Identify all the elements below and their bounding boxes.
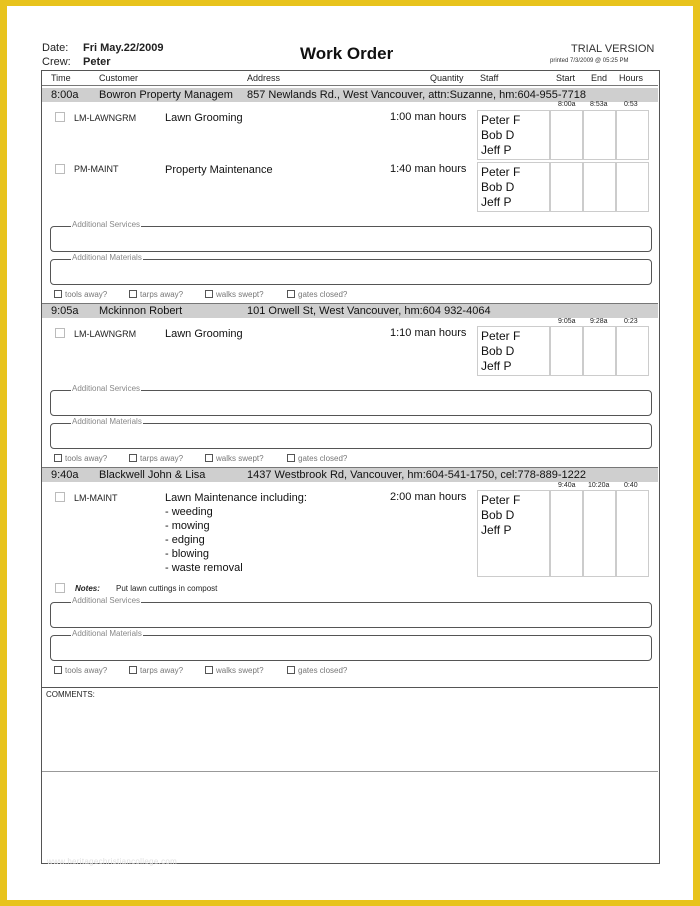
col-customer: Customer [99,73,139,83]
notes-checkbox[interactable] [55,583,65,593]
checkbox-icon [287,454,295,462]
checkbox-icon [205,290,213,298]
col-hours: Hours [619,73,644,83]
staff-box [477,162,550,212]
walks-swept-check[interactable]: walks swept? [205,666,264,675]
service-description-block [165,491,307,575]
notes-text: Put lawn cuttings in compost [116,584,218,593]
work-order-page [7,6,693,900]
col-end: End [591,73,608,83]
staff-box [477,110,550,160]
gates-closed-check[interactable]: gates closed? [287,454,347,463]
service-quantity: 2:00 man hours [390,491,467,503]
end-time: 10:20a [588,482,610,489]
service-description: Lawn Grooming [165,328,243,340]
col-quantity: Quantity [430,73,464,83]
staff-member: Peter F [481,165,521,179]
staff-member: Jeff P [481,143,512,157]
hours-box [616,326,649,376]
watermark: www.heritagechristiancollege.com [47,857,178,866]
service-checkbox[interactable] [55,112,65,122]
additional-services-label: Additional Services [72,596,141,605]
job-time: 9:40a [51,469,79,481]
page-title: Work Order [300,44,394,63]
checkbox-icon [205,454,213,462]
divider [42,771,658,772]
start-time: 9:05a [558,318,576,325]
staff-box [477,490,550,577]
walks-swept-check[interactable]: walks swept? [205,454,264,463]
walks-swept-check[interactable]: walks swept? [205,290,264,299]
gates-closed-check[interactable]: gates closed? [287,666,347,675]
service-sub-item: - weeding [165,506,213,518]
tools-away-check[interactable]: tools away? [54,666,107,675]
staff-member: Bob D [481,180,515,194]
staff-member: Bob D [481,128,515,142]
gates-closed-check[interactable]: gates closed? [287,290,347,299]
job-address: 1437 Westbrook Rd, Vancouver, hm:604-541-1750, cel:778-889-1222 [247,469,586,481]
tarps-away-check[interactable]: tarps away? [129,666,183,675]
end-box [583,490,616,577]
service-sub-item: - blowing [165,548,210,560]
tarps-away-check[interactable]: tarps away? [129,454,183,463]
service-description: Lawn Maintenance including: [165,492,307,504]
job-customer: Blackwell John & Lisa [99,469,206,481]
staff-member: Bob D [481,508,515,522]
checkbox-icon [54,454,62,462]
col-time: Time [51,73,71,83]
crew-label: Crew: [42,56,71,68]
job-bar [42,468,658,482]
service-code: LM-LAWNGRM [74,113,137,123]
checkbox-icon [129,290,137,298]
checkbox-icon [287,290,295,298]
staff-member: Jeff P [481,359,512,373]
start-box [550,162,583,212]
service-sub-item: - mowing [165,520,210,532]
end-box [583,110,616,160]
service-code: PM-MAINT [74,164,119,174]
date-label: Date: [42,42,69,54]
staff-member: Jeff P [481,523,512,537]
hours-value: 0:53 [624,101,638,108]
checkbox-icon [54,290,62,298]
trial-version-label: TRIAL VERSION [571,43,655,55]
service-quantity: 1:40 man hours [390,163,467,175]
service-code: LM-MAINT [74,493,118,503]
job-time: 9:05a [51,305,79,317]
staff-member: Peter F [481,329,521,343]
end-box [583,162,616,212]
comments-label: COMMENTS: [46,690,95,699]
start-box [550,326,583,376]
staff-member: Peter F [481,113,521,127]
additional-services-box[interactable] [50,596,652,628]
service-sub-item: - edging [165,534,205,546]
hours-box [616,110,649,160]
checkbox-icon [129,454,137,462]
notes-label: Notes: [75,584,100,593]
hours-box [616,490,649,577]
checkbox-icon [205,666,213,674]
service-description: Lawn Grooming [165,112,243,124]
end-box [583,326,616,376]
tools-away-check[interactable]: tools away? [54,454,107,463]
hours-box [616,162,649,212]
printed-stamp: printed 7/3/2009 @ 05:25 PM [550,58,629,64]
additional-services-label: Additional Services [72,220,141,229]
tarps-away-check[interactable]: tarps away? [129,290,183,299]
staff-member: Bob D [481,344,515,358]
tools-away-check[interactable]: tools away? [54,290,107,299]
service-checkbox[interactable] [55,328,65,338]
job-bar [42,304,658,318]
column-header-row [42,71,658,86]
crew-value: Peter [83,56,111,68]
col-staff: Staff [480,73,499,83]
job-customer: Bowron Property Managem [99,89,233,101]
start-time: 9:40a [558,482,576,489]
col-start: Start [556,73,576,83]
staff-member: Peter F [481,493,521,507]
hours-value: 0:23 [624,318,638,325]
job-bar [42,88,658,102]
additional-services-box[interactable] [50,220,652,252]
additional-materials-box[interactable] [50,417,652,449]
start-box [550,490,583,577]
job-address: 101 Orwell St, West Vancouver, hm:604 932-4064 [247,305,491,317]
staff-box [477,326,550,376]
start-time: 8:00a [558,101,576,108]
job-customer: Mckinnon Robert [99,305,183,317]
additional-materials-box[interactable] [50,629,652,661]
hours-value: 0:40 [624,482,638,489]
additional-materials-label: Additional Materials [72,417,142,426]
additional-materials-label: Additional Materials [72,629,142,638]
col-address: Address [247,73,281,83]
additional-services-box[interactable] [50,384,652,416]
service-description: Property Maintenance [165,164,273,176]
service-quantity: 1:00 man hours [390,111,467,123]
staff-member: Jeff P [481,195,512,209]
additional-materials-label: Additional Materials [72,253,142,262]
comments-area[interactable] [42,687,658,862]
service-code: LM-LAWNGRM [74,329,137,339]
start-box [550,110,583,160]
service-checkbox[interactable] [55,492,65,502]
checkbox-icon [54,666,62,674]
end-time: 8:53a [590,101,608,108]
job-address: 857 Newlands Rd., West Vancouver, attn:Suzanne, hm:604-955-7718 [247,89,586,101]
end-time: 9:28a [590,318,608,325]
service-sub-item: - waste removal [165,562,243,574]
service-quantity: 1:10 man hours [390,327,467,339]
additional-materials-box[interactable] [50,253,652,285]
job-time: 8:00a [51,89,79,101]
additional-services-label: Additional Services [72,384,141,393]
checkbox-icon [129,666,137,674]
date-value: Fri May.22/2009 [83,42,164,54]
service-checkbox[interactable] [55,164,65,174]
checkbox-icon [287,666,295,674]
